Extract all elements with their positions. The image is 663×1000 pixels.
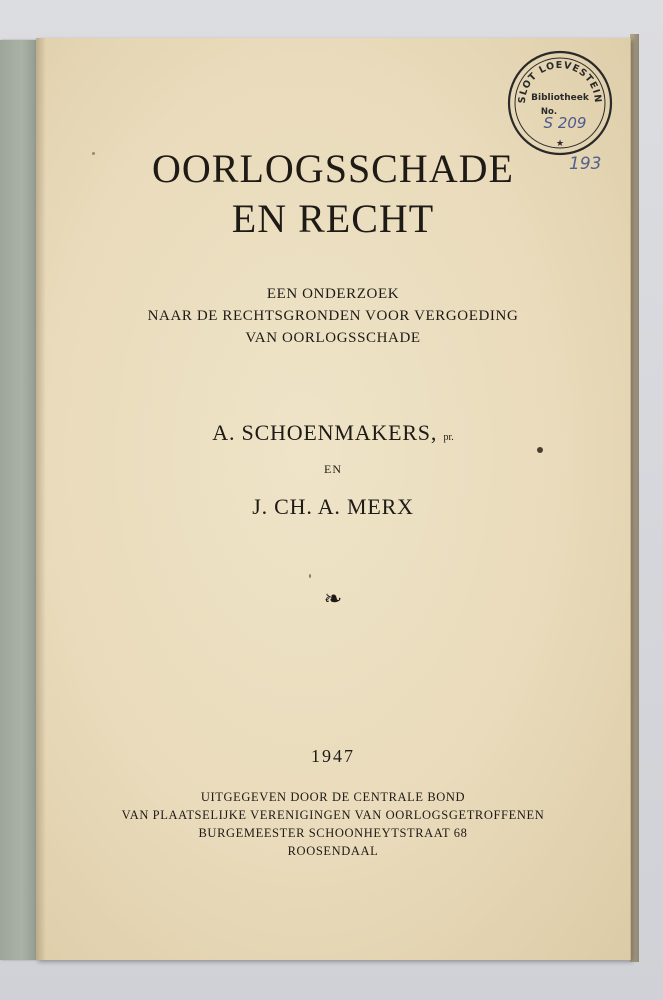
author-conjunction: EN [324, 462, 342, 476]
author-1 [36, 420, 630, 446]
publisher-line-1: UITGEGEVEN DOOR DE CENTRALE BOND [200, 790, 466, 804]
book-back-edge [630, 34, 639, 962]
subtitle-line-3: VAN OORLOGSSCHADE [245, 330, 421, 346]
author-1-suffix: pr. [443, 432, 454, 443]
library-stamp [505, 48, 615, 158]
paper-speck [537, 447, 543, 453]
star-icon: ★ [555, 138, 565, 148]
author-2: J. CH. A. MERX [252, 494, 414, 519]
printer-ornament-icon: ❧ [323, 586, 343, 611]
paper-speck [309, 574, 311, 578]
publisher-line-2: VAN PLAATSELIJKE VERENIGINGEN VAN OORLOGSGETROFFENEN [121, 808, 545, 822]
handwritten-pencil-number: 193 [569, 154, 602, 174]
publisher-line-4: ROOSENDAAL [287, 844, 379, 858]
publisher-line-3: BURGEMEESTER SCHOONHEYTSTRAAT 68 [198, 826, 468, 840]
author-1-name: A. SCHOENMAKERS, [212, 420, 438, 445]
subtitle-line-1: EEN ONDERZOEK [266, 286, 400, 302]
stamp-handwritten-number: S 209 [543, 114, 587, 132]
title-line-1: OORLOGSSCHADE [152, 146, 514, 191]
stamp-label: Bibliotheek [531, 93, 589, 103]
stamp-no-label: No. [540, 107, 558, 117]
subtitle-line-2: NAAR DE RECHTSGRONDEN VOOR VERGOEDING [147, 308, 519, 324]
book-cover-edge [0, 40, 36, 960]
title-line-2: EN RECHT [231, 196, 435, 241]
publication-year: 1947 [311, 746, 355, 766]
paper-speck [92, 152, 95, 155]
stamp-ring-text: SLOT LOEVESTEIN [516, 59, 604, 104]
